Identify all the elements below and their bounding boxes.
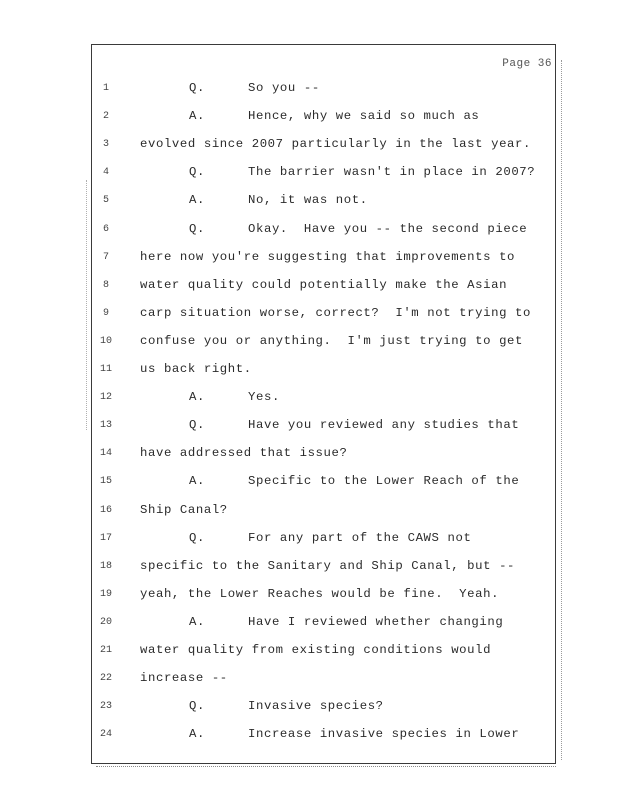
speaker-label: A. [189,390,205,405]
speaker-label: Q. [189,221,205,236]
transcript-line [0,221,618,241]
transcript-line [0,726,618,746]
line-number: 19 [99,588,112,600]
transcript-line [0,698,618,718]
transcript-line [0,670,618,690]
transcript-line [0,164,618,184]
line-text: yeah, the Lower Reaches would be fine. Yeah. [140,586,500,601]
transcript-line [0,249,618,269]
line-text: water quality could potentially make the Asian [140,277,508,292]
transcript-line [0,108,618,128]
line-number: 13 [99,420,112,432]
line-text: Have you reviewed any studies that [248,418,520,433]
line-text: So you -- [248,81,320,95]
line-number: 11 [99,364,112,375]
line-number: 17 [99,532,112,544]
transcript-line [0,192,618,212]
line-text: Okay. Have you -- the second piece [248,221,528,236]
speaker-label: Q. [189,165,205,180]
line-number: 5 [102,195,109,207]
line-number: 15 [99,476,112,488]
line-number: 18 [99,560,112,572]
line-text: The barrier wasn't in place in 2007? [248,165,536,180]
line-number: 9 [102,307,109,319]
line-text: evolved since 2007 particularly in the last year. [140,137,531,152]
line-number: 22 [99,673,112,685]
speaker-label: Q. [189,418,205,433]
line-text: For any part of the CAWS not [248,530,472,545]
transcript-line [0,614,618,634]
line-number: 1 [102,83,109,94]
line-number: 8 [102,279,109,291]
footer-rule [96,766,556,767]
transcript-line [0,530,618,550]
speaker-label: A. [189,474,205,489]
line-text: carp situation worse, correct? I'm not trying to [140,305,531,320]
line-text: increase -- [140,671,228,686]
transcript-line [0,333,618,353]
line-text: Hence, why we said so much as [248,109,480,124]
line-text: specific to the Sanitary and Ship Canal, but -- [140,558,516,573]
speaker-label: Q. [189,699,205,714]
transcript-line [0,277,618,297]
speaker-label: Q. [189,530,205,545]
line-number: 23 [99,701,112,713]
line-text: have addressed that issue? [140,446,348,461]
line-text: us back right. [140,362,252,376]
transcript-line [0,502,618,522]
transcript-line [0,80,618,100]
line-number: 16 [99,504,112,516]
line-number: 3 [102,139,109,151]
line-text: water quality from existing conditions would [140,643,492,657]
line-number: 14 [99,448,112,460]
line-number: 21 [99,645,112,656]
transcript-line [0,305,618,325]
line-text: No, it was not. [248,193,368,208]
line-text: Ship Canal? [140,502,228,517]
transcript-line [0,445,618,465]
line-number: 10 [99,335,112,347]
line-text: Yes. [248,390,280,405]
line-text: Increase invasive species in Lower [248,727,520,742]
speaker-label: A. [189,193,205,208]
transcript-line [0,361,618,381]
transcript-line [0,389,618,409]
line-number: 2 [102,111,109,123]
line-number: 4 [102,167,109,179]
line-text: here now you're suggesting that improvements to [140,249,516,264]
transcript-line [0,136,618,156]
line-text: Invasive species? [248,699,384,714]
transcript-line [0,642,618,662]
speaker-label: A. [189,727,205,742]
line-number: 6 [102,223,109,235]
speaker-label: A. [189,614,205,629]
transcript-line [0,586,618,606]
speaker-label: Q. [189,81,205,95]
transcript-line [0,558,618,578]
transcript-line [0,473,618,493]
line-text: Have I reviewed whether changing [248,614,504,629]
speaker-label: A. [189,109,205,124]
line-number: 24 [99,729,112,741]
line-text: confuse you or anything. I'm just trying to get [140,333,524,348]
page-number-label: Page 36 [502,58,552,70]
line-number: 20 [99,616,112,628]
line-number: 12 [99,392,112,404]
line-text: Specific to the Lower Reach of the [248,474,520,489]
transcript-line [0,417,618,437]
line-number: 7 [102,251,109,263]
